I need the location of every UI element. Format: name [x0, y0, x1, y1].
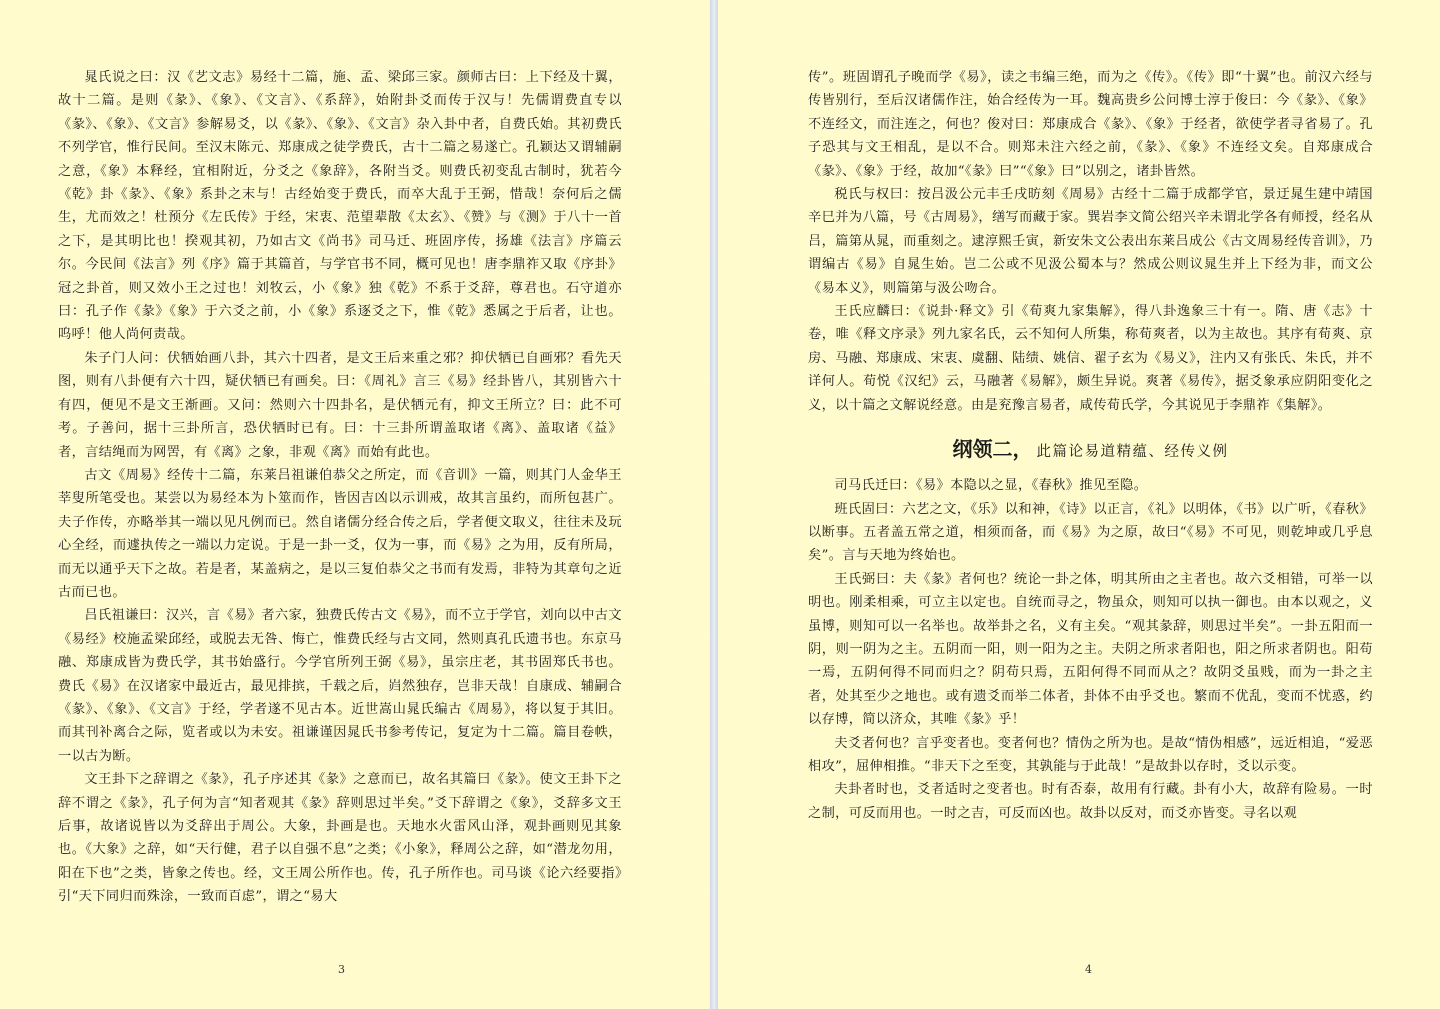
page-number: 4	[1085, 963, 1092, 976]
paragraph: 文王卦下之辞谓之《彖》，孔子序述其《彖》之意而已，故名其篇曰《彖》。使文王卦下之辞不谓之《彖》，孔子何为言“知者观其《彖》辞则思过半矣。”爻下辞谓之《象》，爻辞多文王后事，故诸说皆以为爻辞出于周公。大象，卦画是也。天地水火雷风山泽，观卦画则见其象也。《大象》之辞，如“天行健，君子以自强不息”之类；《小象》，释周公之辞，如“潜龙勿用，阳在下也”之类，皆象之传也。经，文王周公所作也。传，孔子所作也。司马谈《论六经要指》引“天下同归而殊涂，一致而百虑”，谓之“易大	[58, 772, 622, 905]
paragraph: 晁氏说之曰：汉《艺文志》易经十二篇，施、孟、梁邱三家。颜师古曰：上下经及十翼，故十二篇。是则《彖》、《象》、《文言》、《系辞》，始附卦爻而传于汉与！先儒谓费直专以《彖》、《象》、《文言》参解易爻，以《彖》、《象》、《文言》杂入卦中者，自费氏始。其初费氏不列学官，惟行民间。至汉末陈元、郑康成之徒学费氏，古十二篇之易遂亡。孔颖达又谓辅嗣之意，《象》本释经，宜相附近，分爻之《象辞》，各附当爻。则费氏初变乱古制时，犹若今《乾》卦《彖》、《象》系卦之末与！古经始变于费氏，而卒大乱于王弼，惜哉！奈何后之儒生，尤而效之！杜预分《左氏传》于经，宋衷、范望辈散《太玄》、《赞》与《测》于八十一首之下，是其明比也！揆观其初，乃如古文《尚书》司马迁、班固序传，扬雄《法言》序篇云尔。今民间《法言》列《序》篇于其篇首，与学官书不同，概可见也！唐李鼎祚又取《序卦》冠之卦首，则又效小王之过也！刘牧云，小《象》独《乾》不系于爻辞，尊君也。石守道亦曰：孔子作《彖》《象》于六爻之前，小《象》系逐爻之下，惟《乾》悉属之于后者，让也。呜呼！他人尚何责哉。	[58, 70, 622, 343]
paragraph: 夫卦者时也，爻者适时之变者也。时有否泰，故用有行藏。卦有小大，故辞有险易。一时之制，可反而用也。一时之吉，可反而凶也。故卦以反对，而爻亦皆变。寻名以观	[808, 782, 1373, 821]
paragraph: 王氏应麟曰：《说卦·释文》引《荀爽九家集解》，得八卦逸象三十有一。隋、唐《志》十卷，唯《释文序录》列九家名氏，云不知何人所集，称荀爽者，以为主故也。其序有荀爽、京房、马融、郑康成、宋衷、虞翻、陆绩、姚信、翟子玄为《易义》，注内又有张氏、朱氏，并不详何人。荀悦《汉纪》云，马融著《易解》，颇生异说。爽著《易传》，据爻象承应阴阳变化之义，以十篇之文解说经意。由是兖豫言易者，咸传荀氏学，今其说见于李鼎祚《集解》。	[808, 304, 1373, 413]
paragraph: 班氏固曰：六艺之文，《乐》以和神，《诗》以正言，《礼》以明体，《书》以广听，《春秋》以断事。五者盖五常之道，相须而备，而《易》为之原，故曰“《易》不可见，则乾坤或几乎息矣”。言与天地为终始也。	[808, 501, 1373, 564]
paragraph: 司马氏迁曰：《易》本隐以之显，《春秋》推见至隐。	[834, 478, 1148, 494]
page-number: 3	[338, 963, 345, 976]
paragraph: 吕氏祖谦曰：汉兴，言《易》者六家，独费氏传古文《易》，而不立于学官，刘向以中古文《易经》校施孟梁邱经，或脱去无咎、悔亡，惟费氏经与古文同，然则真孔氏遗书也。东京马融、郑康成皆为费氏学，其书始盛行。今学官所列王弼《易》，虽宗庄老，其书固郑氏书也。费氏《易》在汉诸家中最近古，最见排摈，千载之后，岿然独存，岂非天哉！自康成、辅嗣合《彖》、《象》、《文言》于经，学者遂不见古本。近世嵩山晁氏编古《周易》，将以复于其旧。而其刊补离合之际，览者或以为未安。祖谦谨因晁氏书参考传记，复定为十二篇。篇目卷帙，一以古为断。	[58, 608, 622, 764]
paragraph: 朱子门人问：伏牺始画八卦，其六十四者，是文王后来重之邪？抑伏牺已自画邪？看先天图，则有八卦便有六十四，疑伏牺已有画矣。曰：《周礼》言三《易》经卦皆八，其别皆六十有四，便见不是文王渐画。又问：然则六十四卦名，是伏牺元有，抑文王所立？曰：此不可考。子善问，据十三卦所言，恐伏牺时已有。曰：十三卦所谓盖取诸《离》、盖取诸《益》者，言结绳而为网罟，有《离》之象，非观《离》而始有此也。	[58, 350, 622, 460]
paragraph: 夫爻者何也？言乎变者也。变者何也？情伪之所为也。是故“情伪相感”，远近相追，“爱恶相攻”，屈伸相推。“非天下之至变，其孰能与于此哉！”是故卦以存时，爻以示变。	[808, 735, 1373, 774]
page-4-text	[808, 66, 1373, 825]
page-4	[718, 0, 1440, 1009]
section-heading-title: 纲领二，	[952, 437, 1033, 462]
page-3	[0, 0, 710, 1009]
paragraph-continued: 传”。班固谓孔子晚而学《易》，读之韦编三绝，而为之《传》。《传》即“十翼”也。前汉六经与传皆别行，至后汉诸儒作注，始合经传为一耳。魏高贵乡公问博士淳于俊曰：今《彖》、《象》不连经文，而注连之，何也？俊对曰：郑康成合《彖》、《象》于经者，欲使学者寻省易了。孔子恐其与文王相乱，是以不合。则郑未注六经之前，《彖》、《象》不连经文矣。自郑康成合《彖》、《象》于经，故加“《彖》曰”“《象》曰”以别之，诸卦皆然。	[808, 70, 1373, 179]
paragraph: 王氏弼曰：夫《彖》者何也？统论一卦之体，明其所由之主者也。故六爻相错，可举一以明也。刚柔相乘，可立主以定也。自统而寻之，物虽众，则知可以执一御也。由本以观之，义虽博，则知可以一名举也。故举卦之名，义有主矣。“观其彖辞，则思过半矣”。一卦五阳而一阴，则一阴为之主。五阴而一阳，则一阳为之主。夫阴之所求者阳也，阳之所求者阴也。阳苟一焉，五阴何得不同而归之？阴苟只焉，五阳何得不同而从之？故阴爻虽贱，而为一卦之主者，处其至少之地也。或有遗爻而举二体者，卦体不由乎爻也。繁而不优乱，变而不忧惑，约以存博，简以济众，其唯《彖》乎！	[808, 571, 1373, 728]
paragraph: 税氏与权曰：按吕汲公元丰壬戌昉刻《周易》古经十二篇于成都学官，景迂晁生建中靖国辛巳并为八篇，号《古周易》，缮写而藏于家。巽岩李文简公绍兴辛未谓北学各有师授，经名从吕，篇第从晁，而重刻之。逮淳熙壬寅，新安朱文公表出东莱吕成公《古文周易经传音训》，乃谓编古《易》自晁生始。岂二公或不见汲公蜀本与？然成公则议晁生并上下经为非，而文公《易本义》，则篇第与汲公吻合。	[808, 187, 1373, 296]
section-heading-subtitle: 此篇论易道精蕴、经传义例	[1036, 444, 1229, 461]
page-divider	[710, 0, 718, 1009]
section-heading	[808, 433, 1373, 462]
paragraph: 古文《周易》经传十二篇，东莱吕祖谦伯恭父之所定，而《音训》一篇，则其门人金华王莘叟所笔受也。某尝以为易经本为卜筮而作，皆因吉凶以示训戒，故其言虽约，而所包甚广。夫子作传，亦略举其一端以见凡例而已。然自诸儒分经合传之后，学者便文取义，往往未及玩心全经，而遽执传之一端以力定说。于是一卦一爻，仅为一事，而《易》之为用，反有所局，而无以通乎天下之故。若是者，某盖病之，是以三复伯恭父之书而有发焉，非特为其章句之近古而已也。	[58, 467, 622, 600]
page-3-text	[58, 66, 622, 909]
